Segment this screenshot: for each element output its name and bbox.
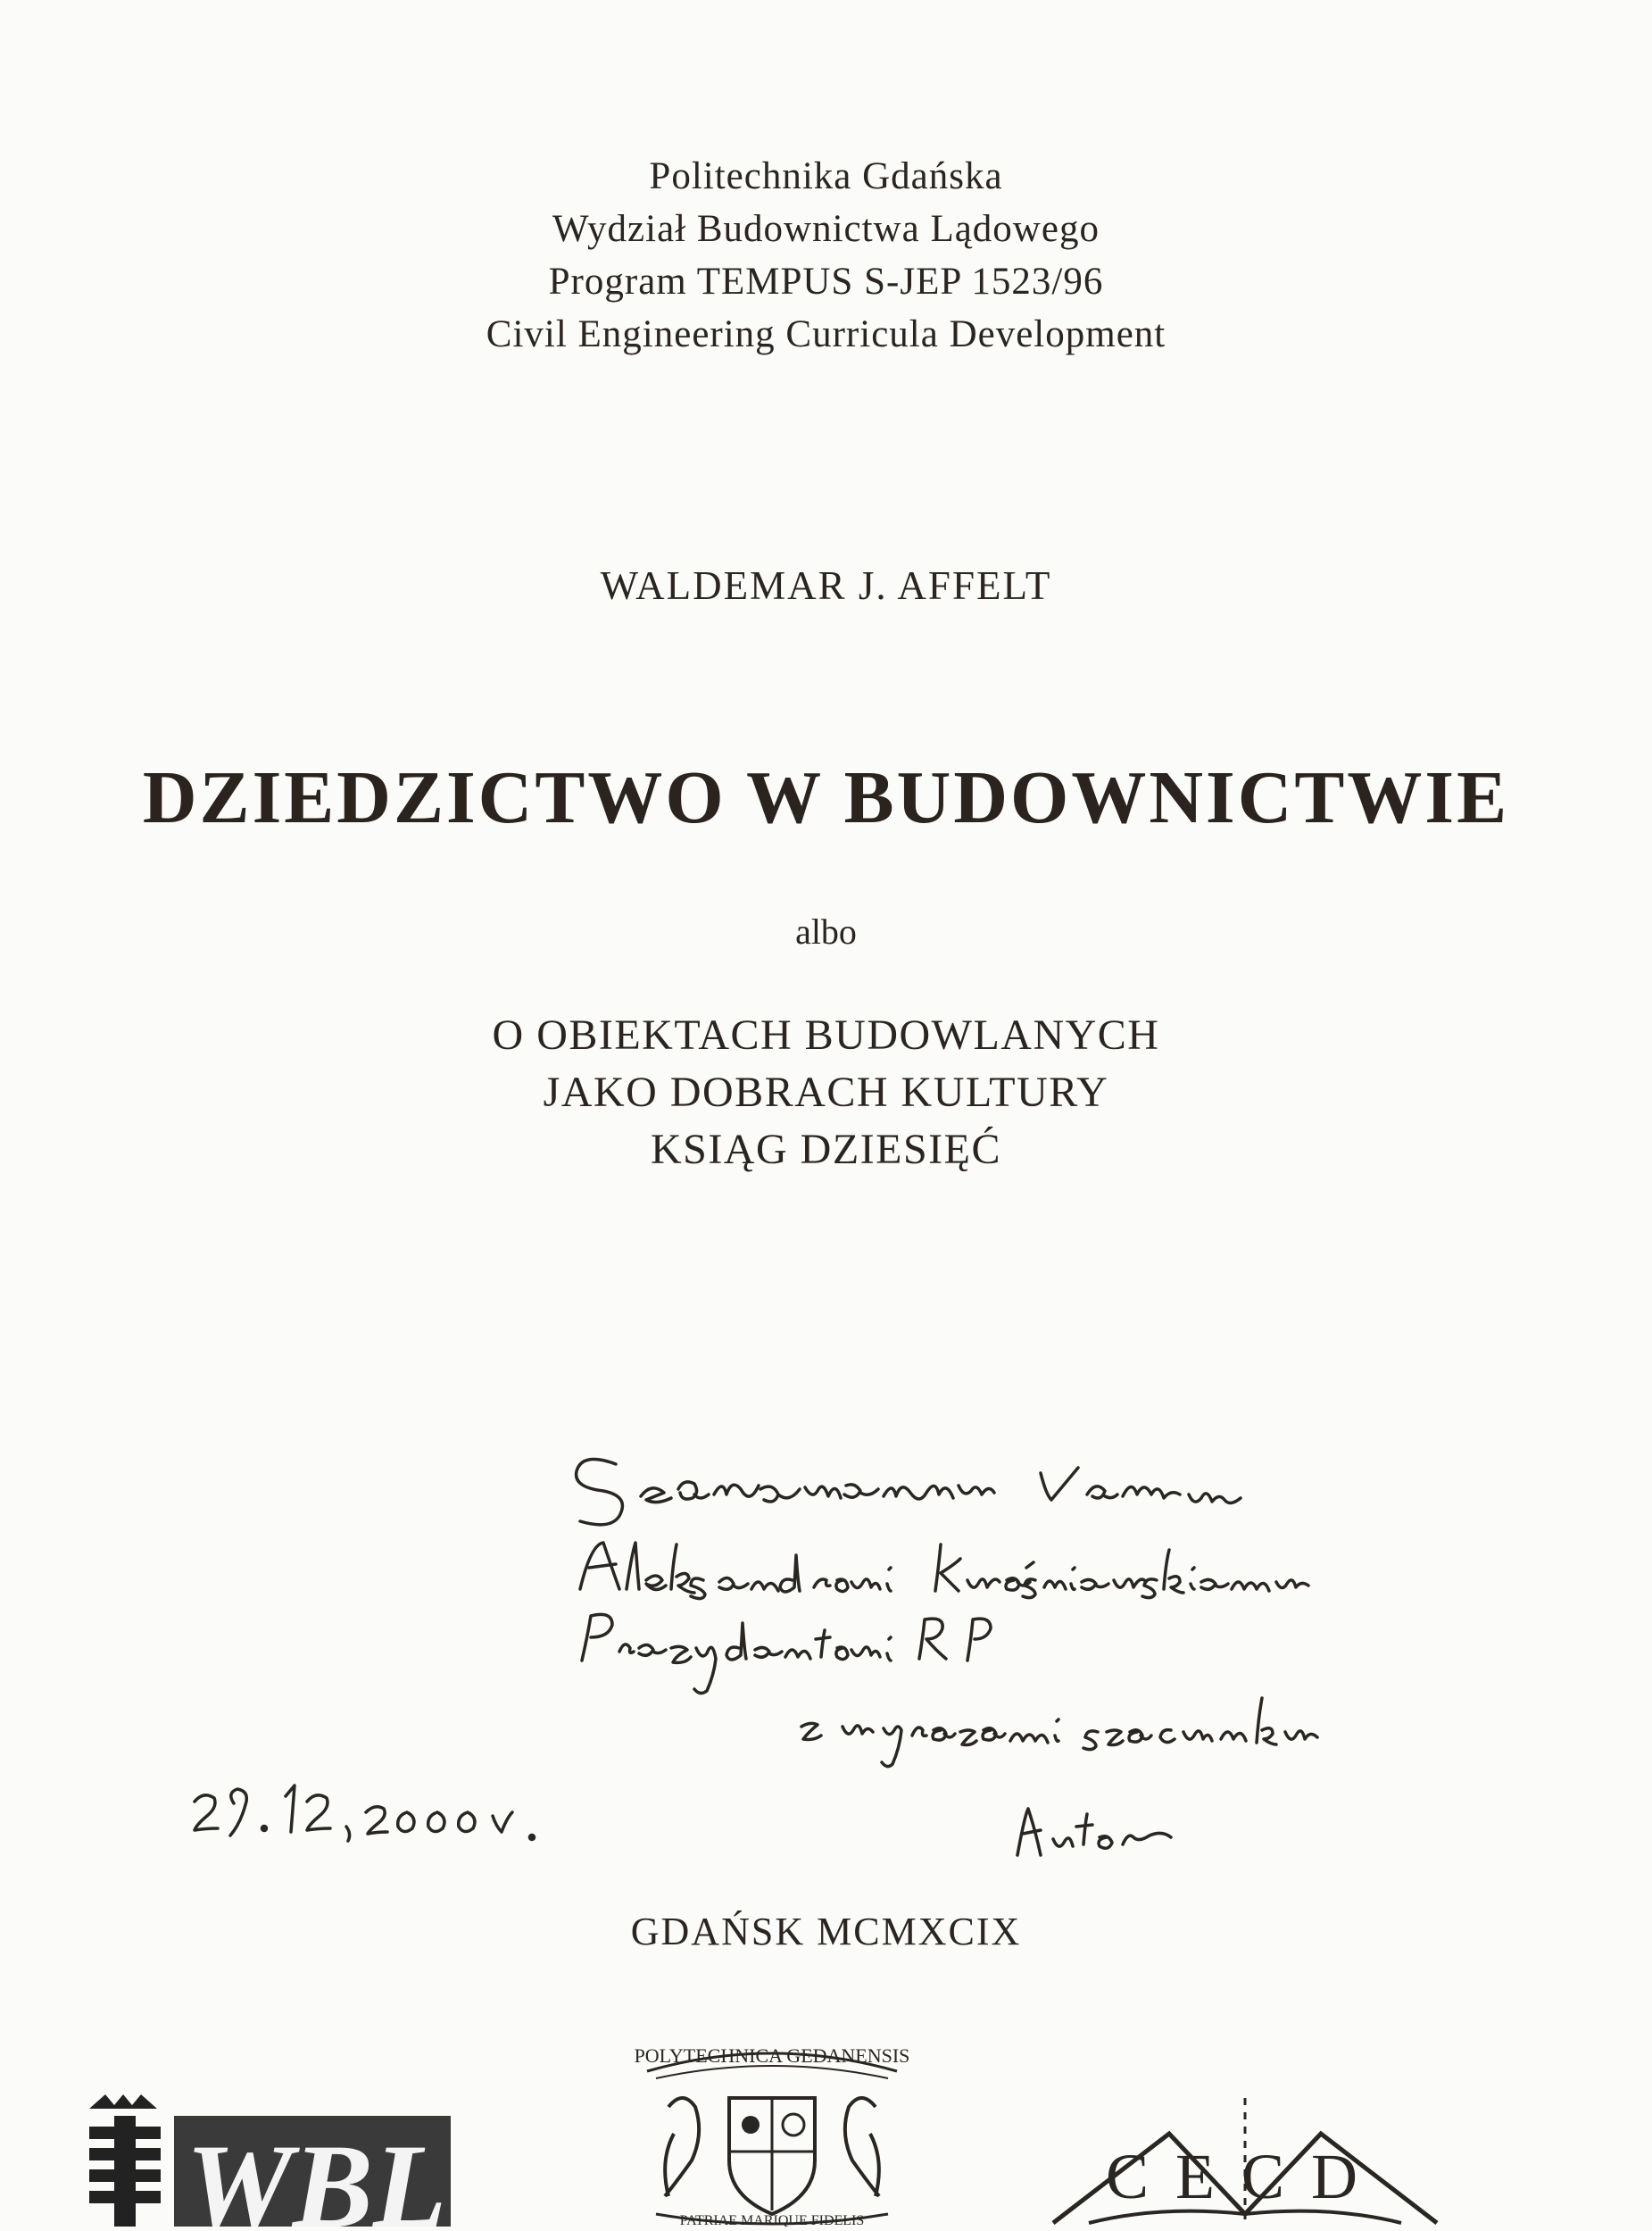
university-seal xyxy=(629,2035,915,2227)
subtitle-line-2: JAKO DOBRACH KULTURY xyxy=(543,1069,1109,1116)
seal-top-text: POLYTECHNICA GEDANENSIS xyxy=(634,2044,910,2067)
institution-header xyxy=(0,150,1652,361)
title-conjunction: albo xyxy=(795,912,857,952)
imprint-place-year: GDAŃSK MCMXCIX xyxy=(630,1910,1022,1953)
subtitle-line-3: KSIĄG DZIESIĘĆ xyxy=(651,1126,1001,1173)
program-name: Program TEMPUS S-JEP 1523/96 xyxy=(548,261,1104,303)
faculty-name: Wydział Budownictwa Lądowego xyxy=(552,208,1100,250)
cecd-logo xyxy=(1035,2098,1455,2227)
seal-bottom-text: PATRIAE MARIQUE FIDELIS xyxy=(679,2213,865,2227)
program-subtitle: Civil Engineering Curricula Development xyxy=(486,313,1166,355)
author-name: WALDEMAR J. AFFELT xyxy=(600,563,1052,608)
subtitle-line-1: O OBIEKTACH BUDOWLANYCH xyxy=(492,1011,1160,1059)
cecd-text: CECD xyxy=(1105,2141,1385,2212)
book-title: DZIEDZICTWO W BUDOWNICTWIE xyxy=(142,756,1510,839)
book-subtitle xyxy=(0,1007,1652,1178)
svg-text:WBL: WBL xyxy=(186,2120,447,2227)
wbl-logo xyxy=(80,2091,455,2227)
university-name: Politechnika Gdańska xyxy=(649,155,1003,197)
